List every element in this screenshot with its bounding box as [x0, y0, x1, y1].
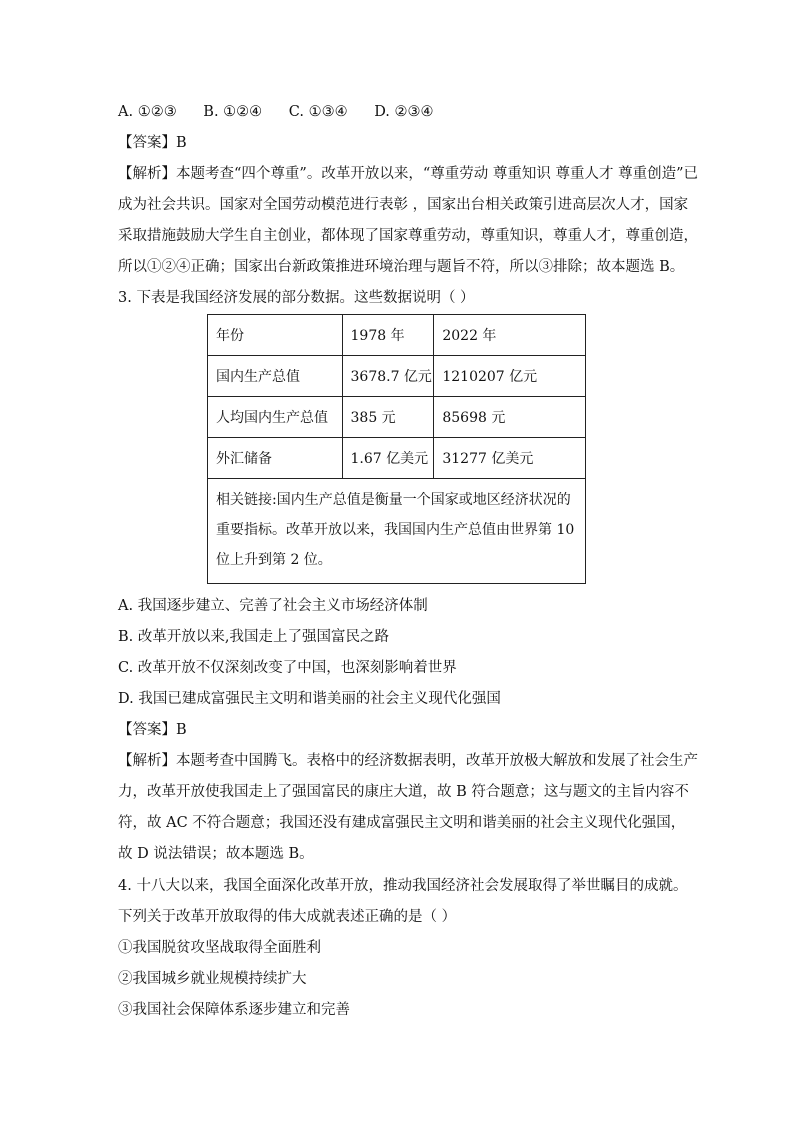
q4-item-3: ③我国社会保障体系逐步建立和完善 [118, 1002, 350, 1018]
table-cell: 人均国内生产总值 [208, 397, 343, 438]
q3-analysis-line: 符，故 AC 不符合题意；我国还没有建成富强民主文明和谐美丽的社会主义现代化强国， [118, 815, 686, 831]
q2-answer: 【答案】B [118, 135, 187, 151]
q3-option-a: A. 我国逐步建立、完善了社会主义市场经济体制 [118, 598, 428, 614]
q3-data-table [207, 314, 586, 584]
table-cell: 国内生产总值 [208, 356, 343, 397]
q3-stem: 3. 下表是我国经济发展的部分数据。这些数据说明（ ） [118, 290, 475, 306]
q2-option-c: C. ①③④ [288, 104, 348, 120]
q2-option-b: B. ①②④ [203, 104, 263, 120]
table-row [208, 438, 586, 479]
q3-analysis-line: 力，改革开放使我国走上了强国富民的康庄大道，故 B 符合题意；这与题文的主旨内容不 [118, 784, 689, 800]
q2-options [118, 102, 456, 122]
table-note-row [208, 479, 586, 584]
table-row [208, 397, 586, 438]
table-cell: 外汇储备 [208, 438, 343, 479]
table-note: 相关链接:国内生产总值是衡量一个国家或地区经济状况的重要指标。改革开放以来，我国国内生产总值由世界第 10 位上升到第 2 位。 [208, 479, 586, 584]
q2-analysis-line: 成为社会共识。国家对全国劳动模范进行表彰 ，国家出台相关政策引进高层次人才，国家 [118, 197, 689, 213]
table-row [208, 356, 586, 397]
table-cell: 85698 元 [434, 397, 586, 438]
table-header-cell: 年份 [208, 315, 343, 356]
q3-analysis-line: 故 D 说法错误；故本题选 B。 [118, 846, 314, 862]
q2-option-d: D. ②③④ [374, 104, 434, 120]
table-cell: 1.67 亿美元 [342, 438, 434, 479]
q3-analysis-line: 【解析】本题考查中国腾飞。表格中的经济数据表明，改革开放极大解放和发展了社会生产 [118, 753, 698, 769]
q2-option-a: A. ①②③ [118, 104, 177, 120]
q3-option-c: C. 改革开放不仅深刻改变了中国，也深刻影响着世界 [118, 660, 457, 676]
table-cell: 1210207 亿元 [434, 356, 586, 397]
q4-item-2: ②我国城乡就业规模持续扩大 [118, 971, 307, 987]
q3-option-d: D. 我国已建成富强民主文明和谐美丽的社会主义现代化强国 [118, 691, 501, 707]
table-cell: 3678.7 亿元 [342, 356, 434, 397]
q2-analysis-line: 【解析】本题考查“四个尊重”。改革开放以来，“尊重劳动 尊重知识 尊重人才 尊重创造”已 [118, 166, 698, 182]
q2-analysis-line: 采取措施鼓励大学生自主创业，都体现了国家尊重劳动，尊重知识，尊重人才，尊重创造， [118, 228, 698, 244]
q3-option-b: B. 改革开放以来,我国走上了强国富民之路 [118, 629, 389, 645]
q2-analysis-line: 所以①②④正确；国家出台新政策推进环境治理与题旨不符，所以③排除；故本题选 B。 [118, 259, 685, 275]
q4-item-1: ①我国脱贫攻坚战取得全面胜利 [118, 940, 321, 956]
q4-stem-line: 下列关于改革开放取得的伟大成就表述正确的是（ ） [118, 909, 457, 925]
table-header-cell: 2022 年 [434, 315, 586, 356]
table-header-row [208, 315, 586, 356]
q3-answer: 【答案】B [118, 722, 187, 738]
table-header-cell: 1978 年 [342, 315, 434, 356]
table-cell: 31277 亿美元 [434, 438, 586, 479]
table-cell: 385 元 [342, 397, 434, 438]
q4-stem-line: 4. 十八大以来，我国全面深化改革开放，推动我国经济社会发展取得了举世瞩目的成就。 [118, 878, 688, 894]
